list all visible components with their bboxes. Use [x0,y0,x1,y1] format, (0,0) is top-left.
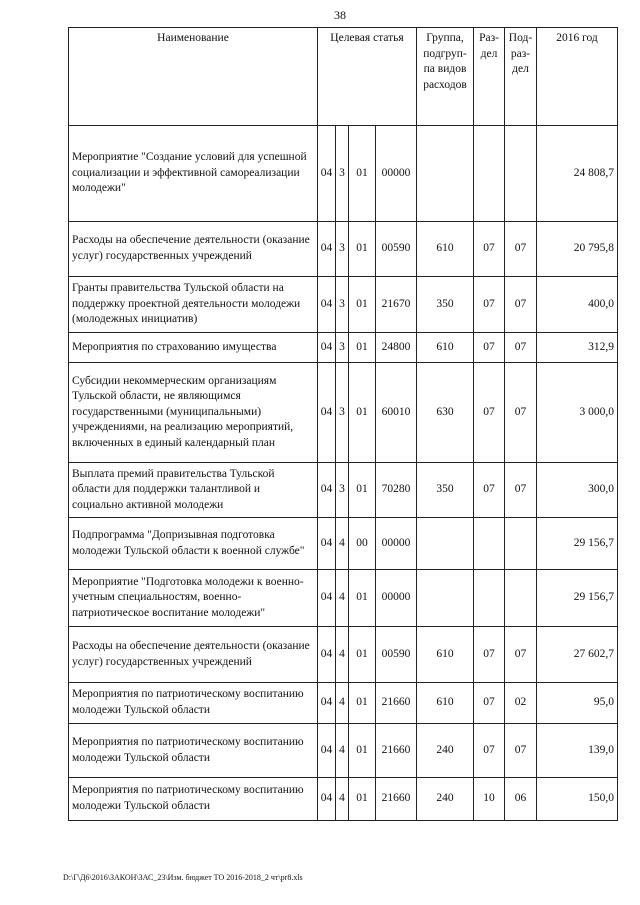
table-row [69,778,618,821]
row-code-event: 01 [349,570,376,627]
row-name: Мероприятия по патриотическому воспитанию молодежи Тульской области [69,724,318,778]
table-row [69,724,618,778]
row-name: Гранты правительства Тульской области на поддержку проектной деятельности молодежи (молодежных инициатив) [69,277,318,333]
row-code-event: 01 [349,724,376,778]
header-section: Раз-дел [474,28,505,126]
row-amount: 20 795,8 [537,222,618,277]
row-name: Мероприятие "Создание условий для успешной социализации и эффективной самореализации молодежи" [69,126,318,222]
row-group: 630 [417,363,474,463]
header-group: Группа, подгруп-па видов расходов [417,28,474,126]
row-group: 610 [417,627,474,683]
row-amount: 3 000,0 [537,363,618,463]
row-code-program: 04 [318,627,336,683]
row-code-subprogram: 4 [336,778,349,821]
row-code-event: 01 [349,277,376,333]
table-row [69,463,618,518]
table-row [69,222,618,277]
row-code-program: 04 [318,222,336,277]
row-name: Мероприятие "Подготовка молодежи к военно-учетным специальностям, военно-патриотическое воспитание молодежи" [69,570,318,627]
row-code-direction: 00590 [376,222,417,277]
table-row [69,333,618,363]
row-amount: 139,0 [537,724,618,778]
row-amount: 27 602,7 [537,627,618,683]
row-code-direction: 21660 [376,778,417,821]
row-group: 610 [417,333,474,363]
row-code-event: 01 [349,683,376,724]
row-section [474,518,505,570]
row-code-subprogram: 4 [336,627,349,683]
row-section: 07 [474,627,505,683]
row-name: Мероприятия по патриотическому воспитанию молодежи Тульской области [69,683,318,724]
row-amount: 29 156,7 [537,570,618,627]
row-subsection: 07 [505,627,537,683]
row-name: Расходы на обеспечение деятельности (оказание услуг) государственных учреждений [69,627,318,683]
row-code-program: 04 [318,570,336,627]
row-section: 07 [474,222,505,277]
row-code-event: 01 [349,333,376,363]
row-code-event: 01 [349,126,376,222]
row-group: 610 [417,222,474,277]
row-amount: 95,0 [537,683,618,724]
table-row [69,277,618,333]
row-code-direction: 00590 [376,627,417,683]
row-code-direction: 00000 [376,126,417,222]
row-section: 10 [474,778,505,821]
row-code-event: 01 [349,627,376,683]
row-group: 240 [417,724,474,778]
row-code-program: 04 [318,126,336,222]
row-section [474,126,505,222]
row-subsection: 07 [505,363,537,463]
row-amount: 400,0 [537,277,618,333]
row-code-direction: 00000 [376,570,417,627]
row-code-direction: 60010 [376,363,417,463]
row-code-event: 01 [349,363,376,463]
row-code-event: 00 [349,518,376,570]
row-code-subprogram: 3 [336,277,349,333]
row-amount: 24 808,7 [537,126,618,222]
row-subsection: 07 [505,222,537,277]
row-code-subprogram: 3 [336,463,349,518]
row-amount: 29 156,7 [537,518,618,570]
row-subsection: 06 [505,778,537,821]
row-group: 350 [417,277,474,333]
table-row [69,627,618,683]
row-code-direction: 21660 [376,683,417,724]
row-subsection: 07 [505,463,537,518]
row-code-direction: 00000 [376,518,417,570]
header-subsection: Под-раз-дел [505,28,537,126]
row-code-subprogram: 4 [336,724,349,778]
row-subsection: 02 [505,683,537,724]
row-section: 07 [474,333,505,363]
row-code-event: 01 [349,463,376,518]
row-code-direction: 24800 [376,333,417,363]
row-name: Мероприятия по патриотическому воспитанию молодежи Тульской области [69,778,318,821]
table-row [69,683,618,724]
row-section: 07 [474,683,505,724]
table-row [69,126,618,222]
row-code-program: 04 [318,277,336,333]
row-code-subprogram: 3 [336,126,349,222]
row-code-subprogram: 3 [336,363,349,463]
row-code-subprogram: 3 [336,222,349,277]
header-target: Целевая статья [318,28,417,126]
row-code-subprogram: 3 [336,333,349,363]
page-number: 38 [334,8,346,22]
table-row [69,570,618,627]
row-code-event: 01 [349,222,376,277]
row-code-direction: 70280 [376,463,417,518]
row-amount: 300,0 [537,463,618,518]
file-path-footer: D:\Г\Д6\2016\ЗАКОН\ЗАС_23\Изм. бюджет ТО 2016-2018_2 чт\pr8.xls [63,873,303,882]
row-subsection [505,570,537,627]
row-code-program: 04 [318,724,336,778]
row-code-program: 04 [318,778,336,821]
row-subsection: 07 [505,333,537,363]
row-code-direction: 21670 [376,277,417,333]
row-name: Мероприятия по страхованию имущества [69,333,318,363]
row-group: 350 [417,463,474,518]
row-name: Подпрограмма "Допризывная подготовка молодежи Тульской области к военной службе" [69,518,318,570]
row-amount: 150,0 [537,778,618,821]
row-subsection [505,518,537,570]
row-group: 240 [417,778,474,821]
row-group: 610 [417,683,474,724]
row-name: Выплата премий правительства Тульской области для поддержки талантливой и социально активной молодежи [69,463,318,518]
row-amount: 312,9 [537,333,618,363]
row-section: 07 [474,363,505,463]
row-section: 07 [474,463,505,518]
row-code-subprogram: 4 [336,518,349,570]
row-subsection [505,126,537,222]
row-group [417,126,474,222]
row-code-event: 01 [349,778,376,821]
row-code-program: 04 [318,463,336,518]
row-group [417,570,474,627]
row-name: Расходы на обеспечение деятельности (оказание услуг) государственных учреждений [69,222,318,277]
row-code-program: 04 [318,518,336,570]
header-name: Наименование [69,28,318,126]
row-subsection: 07 [505,724,537,778]
header-year: 2016 год [537,28,618,126]
row-code-program: 04 [318,333,336,363]
row-code-program: 04 [318,683,336,724]
budget-table [68,27,618,821]
row-name: Субсидии некоммерческим организациям Тульской области, не являющимся государственными (муниципальными) учреждениями, на реализацию мероприятий, включенных в единый календарный план [69,363,318,463]
table-row [69,518,618,570]
row-section: 07 [474,724,505,778]
row-group [417,518,474,570]
row-subsection: 07 [505,277,537,333]
header-row [69,28,618,126]
row-code-subprogram: 4 [336,570,349,627]
row-section: 07 [474,277,505,333]
row-code-direction: 21660 [376,724,417,778]
row-section [474,570,505,627]
row-code-program: 04 [318,363,336,463]
row-code-subprogram: 4 [336,683,349,724]
table-row [69,363,618,463]
